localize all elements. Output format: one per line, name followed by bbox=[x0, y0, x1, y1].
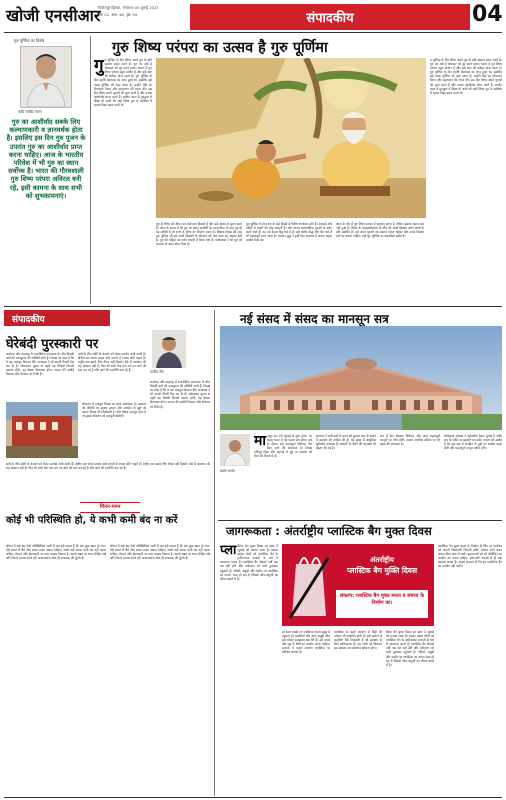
top-col-1 bbox=[94, 58, 152, 302]
masthead-meta-2: वर्ष: 01, अंक: 48, पृष्ठ: 04 bbox=[98, 13, 138, 17]
plastic-headline: जागरूकता : अंतर्राष्ट्रीय प्लास्टिक बैग मुक्त दिवस bbox=[226, 524, 432, 538]
chintan-text-2: जीवन में कई बार ऐसी परिस्थितियाँ आती हैं जब हमें लगता है कि सब कुछ खत्म हो गया। ऐसे समय में धैर्य और संयम बनाए रखना चाहिए। अच्छे कर्म करना कभी बंद नहीं करना चाहिए। मेहनत और ईमानदारी का फल अवश्य मिलता है। अपने लक्ष्य पर ध्यान केंद्रित रखें और निरंतर प्रयास करते रहें। सकारात्मक सोच ही सफलता की कुंजी है। bbox=[110, 544, 210, 561]
plastic-poster bbox=[282, 544, 434, 626]
poster-line-1: अंतर्राष्ट्रीय bbox=[370, 556, 394, 564]
editorial-headline: घेरेबंदी पुरस्कारी पर bbox=[6, 337, 99, 352]
parliament-col-1 bbox=[254, 434, 312, 516]
parliament-col-4: लोकसभा अध्यक्ष ने सर्वदलीय बैठक बुलाई है ताकि सत्र के एजेंडे पर सहमति बन सके। जनता को उम्मीद है कि इस सत्र में जनहित के मुद्दों पर सार्थक बहस होगी और महत्वपूर्ण कानून पारित होंगे। bbox=[444, 434, 502, 451]
drop-cap: गु bbox=[94, 58, 104, 76]
editorial-author: राजीव जैन bbox=[150, 370, 164, 374]
sidebar-label: गुरु पूर्णिमा पर विशेष bbox=[14, 38, 45, 43]
page-number: 04 bbox=[472, 2, 503, 27]
author-portrait-icon bbox=[220, 434, 250, 466]
editorial-col-1: कर्नाटक और महाराष्ट्र में राजनीतिक उठापटक के बीच विपक्षी दलों की एकजुटता की कोशिशें जारी हैं। विपक्ष का दावा है कि वे एक मजबूत विकल्प देंगे। सत्तापक्ष ने भी अपनी तैयारी तेज कर दी है। लोकसभा चुनाव से पहले यह घेरेबंदी कितनी कारगर होगी, यह देखना दिलचस्प होगा। जनता की उम्मीदें विकास और रोजगार पर टिकी हैं। bbox=[6, 352, 74, 377]
plastic-col-1-text: स्टिक बैग मुक्त दिवस हर साल 3 जुलाई को मनाया जाता है। इसका उद्देश्य लोगों को प्लास्टिक बैग के हानिकारक प्रभावों के बारे में जागरूक करना है। प्लास्टिक बैग सैकड़ों वर्षों तक नष्ट नहीं होते और पर्यावरण को भारी नुकसान पहुंचाते हैं। नदियों, समुद्रों और जमीन पर प्लास्टिक का कचरा जमा हो रहा है जिससे जीव-जंतुओं का जीवन खतरे में है। bbox=[220, 544, 278, 581]
parliament-drop-cap: मा bbox=[254, 434, 266, 449]
top-col-2: गुरु ही शिष्य को जीवन का सही मार्ग दिखाते हैं और उसे अज्ञान से मुक्त करते हैं। आज के समय में भी गुरु का स्थान सर्वोपरि है। माता-पिता के बाद गुरु ही वह व्यक्ति है जो बच्चे के चरित्र का निर्माण करता है। शिक्षक दिवस की तरह गुरु पूर्णिमा भी हमें अपने शिक्षकों के योगदान को याद करने का अवसर देती है। गुरु की महिमा का वर्णन शास्त्रों में किया गया है। कबीरदास ने भी गुरु को भगवान से ऊपर स्थान दिया है। bbox=[156, 222, 242, 247]
parliament-col-1-text: नसून सत्र 20 जुलाई से शुरू होगा। नए संसद भवन में यह पहला सत्र होगा। सत्र के दौरान कई महत्वपूर्ण विधेयक पेश किए जाने की संभावना है। विपक्ष मणिपुर हिंसा और महंगाई के मुद्दे पर सरकार को घेरने की तैयारी में है। bbox=[254, 434, 312, 459]
sidebar bbox=[4, 36, 88, 304]
sidebar-quote: गुरु का आशीर्वाद सबके लिए कल्याणकारी व ज्ञानवर्धक होता है। इसलिए इस दिन गुरु पूजन के उपरांत गुरु का आशीर्वाद प्राप्त करना चाहिए। आज के भारतीय परिवेश में भी गुरु का स्थान सर्वोच्च है। भारत की गौरवशाली गुरु शिष्य परंपरा अविरल बनी रहे, इसी कामना के साथ सभी को शुभकामनाएं। bbox=[6, 118, 86, 200]
author-photo bbox=[20, 46, 72, 108]
editorial-photo bbox=[6, 402, 78, 458]
editorial-col-5: दलों के बीच सीटों के बंटवारे को लेकर मतभेद अभी बाकी हैं। क्षेत्रीय दल अपने प्रभाव वाले राज्यों में ज्यादा सीटें चाहते हैं। राष्ट्रीय दल इसके लिए तैयार नहीं दिखते। ऐसे में गठबंधन की राह आसान नहीं है। फिर भी सभी नेता एक मंच पर आने की बात कर रहे हैं और आगे की रणनीति बना रहे हैं। bbox=[6, 462, 210, 471]
plastic-col-3: प्लास्टिक के बढ़ते उपयोग से मिट्टी की उर्वरता भी प्रभावित होती है। इसे जलाने से जहरीली गैसें निकलती हैं जो स्वास्थ्य के लिए हानिकारक हैं। हम सभी को मिलकर इस समस्या का समाधान खोजना होगा। bbox=[334, 630, 382, 651]
poster-line-3-box bbox=[336, 590, 428, 618]
parliament-photo bbox=[220, 326, 502, 430]
chintan-tag-text: चिंतन-मनन bbox=[99, 504, 121, 510]
section-title: संपादकीय bbox=[306, 11, 354, 26]
parliament-col-2: सरकार ने सभी दलों से सदन को सुचारू रूप से चलाने में सहयोग की अपील की है। नई संसद में आधुनिक सुविधाएँ उपलब्ध हैं। सांसदों के बैठने की व्यवस्था भी बेहतर की गई है। bbox=[316, 434, 376, 451]
top-col-5: रु पूर्णिमा के दिन शिष्य अपने गुरु के प्रति सम्मान प्रकट करते हैं। गुरु का अर्थ है अंधकार को दूर करने वाला। भारत में गुरु शिष्य परंपरा बहुत प्राचीन है और इसे ज्ञान की धरोहर माना जाता है। गुरु पूर्णिमा के दिन महर्षि वेदव्यास का जन्म हुआ था, इसलिए इसे व्यास पूर्णिमा भी कहा जाता है। उन्होंने वेदों का विभाजन किया और महाभारत की रचना की। इस दिन शिष्य अपने गुरुओं की पूजा करते हैं और उनका आशीर्वाद प्राप्त करते हैं। प्राचीन काल में गुरुकुल में शिक्षा दी जाती थी जहाँ शिष्य गुरु के सान्निध्य में रहकर विद्या ग्रहण करते थे। bbox=[430, 58, 502, 95]
chintan-tag bbox=[80, 502, 140, 513]
top-col-3: गुरु पूर्णिमा के दिन देश के कई हिस्सों में विशेष आयोजन होते हैं। आश्रमों और मंदिरों में भक्तों की भीड़ उमड़ती है। लोग अपने आध्यात्मिक गुरुओं के दर्शन करने जाते हैं। यह पर्व केवल हिंदू धर्म में ही नहीं बल्कि बौद्ध और जैन धर्म में भी महत्वपूर्ण माना जाता है। भगवान बुद्ध ने इसी दिन सारनाथ में अपना पहला उपदेश दिया था। bbox=[246, 222, 332, 243]
poster-line-2: प्लास्टिक बैग मुक्ति दिवस bbox=[346, 566, 418, 575]
parliament-col-3: सत्र में डेटा संरक्षण विधेयक और अन्य महत्वपूर्ण कानूनों पर चर्चा होगी। समान नागरिक संहिता पर भी बहस की संभावना है। bbox=[380, 434, 440, 447]
author-portrait-icon bbox=[152, 330, 186, 368]
author-name: कवि राजीव नारंग bbox=[18, 109, 42, 114]
masthead-rule bbox=[4, 32, 502, 33]
plastic-col-4: स्टिक बैग मुक्त दिवस हर साल 3 जुलाई को मनाया जाता है। इसका उद्देश्य लोगों को प्लास्टिक बैग के हानिकारक प्रभावों के बारे में जागरूक करना है। प्लास्टिक बैग सैकड़ों वर्षों तक नष्ट नहीं होते और पर्यावरण को भारी नुकसान पहुंचाते हैं। नदियों, समुद्रों और जमीन पर प्लास्टिक का कचरा जमा हो रहा है जिससे जीव-जंतुओं का जीवन खतरे में है। bbox=[386, 630, 434, 667]
masthead bbox=[0, 0, 506, 34]
portrait-icon bbox=[21, 47, 71, 107]
chintan-text-1: जीवन में कई बार ऐसी परिस्थितियाँ आती हैं जब हमें लगता है कि सब कुछ खत्म हो गया। ऐसे समय में धैर्य और संयम बनाए रखना चाहिए। अच्छे कर्म करना कभी बंद नहीं करना चाहिए। मेहनत और ईमानदारी का फल अवश्य मिलता है। अपने लक्ष्य पर ध्यान केंद्रित रखें और निरंतर प्रयास करते रहें। सकारात्मक सोच ही सफलता की कुंजी है। bbox=[6, 544, 106, 561]
masthead-meta-1: फिरोजपुर झिरका, मंगलवार 04 जुलाई 2023 bbox=[98, 6, 159, 10]
plastic-col-2: हर साल लाखों टन प्लास्टिक कचरा समुद्र में पहुंचता है। मछलियाँ और अन्य समुद्री जीव इसे भोजन समझकर खा लेते हैं। हमें कपड़े और जूट के थैलों का उपयोग करना चाहिए। सरकार ने एकल उपयोग प्लास्टिक पर प्रतिबंध लगाया है। bbox=[282, 630, 330, 655]
plastic-drop-cap: प्ला bbox=[220, 544, 237, 558]
editorial-banner bbox=[4, 310, 110, 326]
building-photo-icon bbox=[6, 402, 78, 458]
parliament-headline: नई संसद में संसद का मानसून सत्र bbox=[240, 312, 389, 326]
editorial-col-2: दलों के बीच सीटों के बंटवारे को लेकर मतभेद अभी बाकी हैं। क्षेत्रीय दल अपने प्रभाव वाले राज्यों में ज्यादा सीटें चाहते हैं। राष्ट्रीय दल इसके लिए तैयार नहीं दिखते। ऐसे में गठबंधन की राह आसान नहीं है। फिर भी सभी नेता एक मंच पर आने की बात कर रहे हैं और आगे की रणनीति बना रहे हैं। bbox=[78, 352, 146, 373]
guru-painting bbox=[156, 58, 426, 218]
editorial-section: संपादकीय bbox=[12, 315, 45, 325]
chintan-headline: कोई भी परिस्थिति हो, ये कभी कमी बंद ना करें bbox=[6, 515, 178, 526]
paper-name: खोजी एनसीआर bbox=[6, 6, 101, 25]
parliament-author: प्रमोद भार्गव bbox=[220, 469, 235, 473]
top-col-4: आज के दौर में गुरु शिष्य परंपरा में बदलाव आया है, लेकिन इसका महत्व कम नहीं हुआ है। शिक्षा के व्यवसायीकरण के बीच भी अच्छे शिक्षक अपने छात्रों के प्रति समर्पित हैं। हमें अपने गुरुओं का सम्मान करना चाहिए और उनके दिखाए मार्ग पर चलना चाहिए। यही गुरु पूर्णिमा का वास्तविक संदेश है। bbox=[336, 222, 424, 239]
top-headline: गुरु शिष्य परंपरा का उत्सव है गुरु पूर्णिमा bbox=[112, 40, 328, 56]
editorial-col-3: लोकतंत्र में मजबूत विपक्ष का होना आवश्यक है। सरकार की नीतियों पर सवाल उठाना और जनहित के मुद्दों को उठाना विपक्ष की जिम्मेदारी है। यदि विपक्ष एकजुट होता है तो इससे लोकतंत्र को मजबूती मिलेगी। bbox=[82, 402, 146, 419]
parliament-building-image bbox=[220, 326, 502, 430]
plastic-col-1 bbox=[220, 544, 278, 796]
editorial-col-4: कर्नाटक और महाराष्ट्र में राजनीतिक उठापटक के बीच विपक्षी दलों की एकजुटता की कोशिशें जारी हैं। विपक्ष का दावा है कि वे एक मजबूत विकल्प देंगे। सत्तापक्ष ने भी अपनी तैयारी तेज कर दी है। लोकसभा चुनाव से पहले यह घेरेबंदी कितनी कारगर होगी, यह देखना दिलचस्प होगा। जनता की उम्मीदें विकास और रोजगार पर टिकी हैं। bbox=[150, 380, 210, 409]
guru-shishya-illustration bbox=[156, 58, 426, 218]
plastic-col-5: प्लास्टिक बैग मुक्त भारत के निर्माण के लिए हर नागरिक को अपनी जिम्मेदारी निभानी होगी। बाजार जाते समय अपना थैला साथ ले जाएँ। दुकानदारों को भी पॉलीथिन का उपयोग बंद करना चाहिए। छोटे-छोटे प्रयासों से ही बड़ा बदलाव संभव है। आइए संकल्प लें कि हम प्लास्टिक बैग का उपयोग नहीं करेंगे। bbox=[438, 544, 502, 569]
parliament-author-photo bbox=[220, 434, 250, 466]
poster-line-3: संकल्प: प्लास्टिक बैग मुक्त भारत व समाज के निर्माण का। bbox=[339, 593, 425, 606]
section-banner bbox=[190, 4, 470, 30]
editorial-author-photo bbox=[152, 330, 186, 368]
top-col-1-text: रु पूर्णिमा के दिन शिष्य अपने गुरु के प्रति सम्मान प्रकट करते हैं। गुरु का अर्थ है अंधकार को दूर करने वाला। भारत में गुरु शिष्य परंपरा बहुत प्राचीन है और इसे ज्ञान की धरोहर माना जाता है। गुरु पूर्णिमा के दिन महर्षि वेदव्यास का जन्म हुआ था, इसलिए इसे व्यास पूर्णिमा भी कहा जाता है। उन्होंने वेदों का विभाजन किया और महाभारत की रचना की। इस दिन शिष्य अपने गुरुओं की पूजा करते हैं और उनका आशीर्वाद प्राप्त करते हैं। प्राचीन काल में गुरुकुल में शिक्षा दी जाती थी जहाँ शिष्य गुरु के सान्निध्य में रहकर विद्या ग्रहण करते थे। bbox=[94, 58, 152, 108]
